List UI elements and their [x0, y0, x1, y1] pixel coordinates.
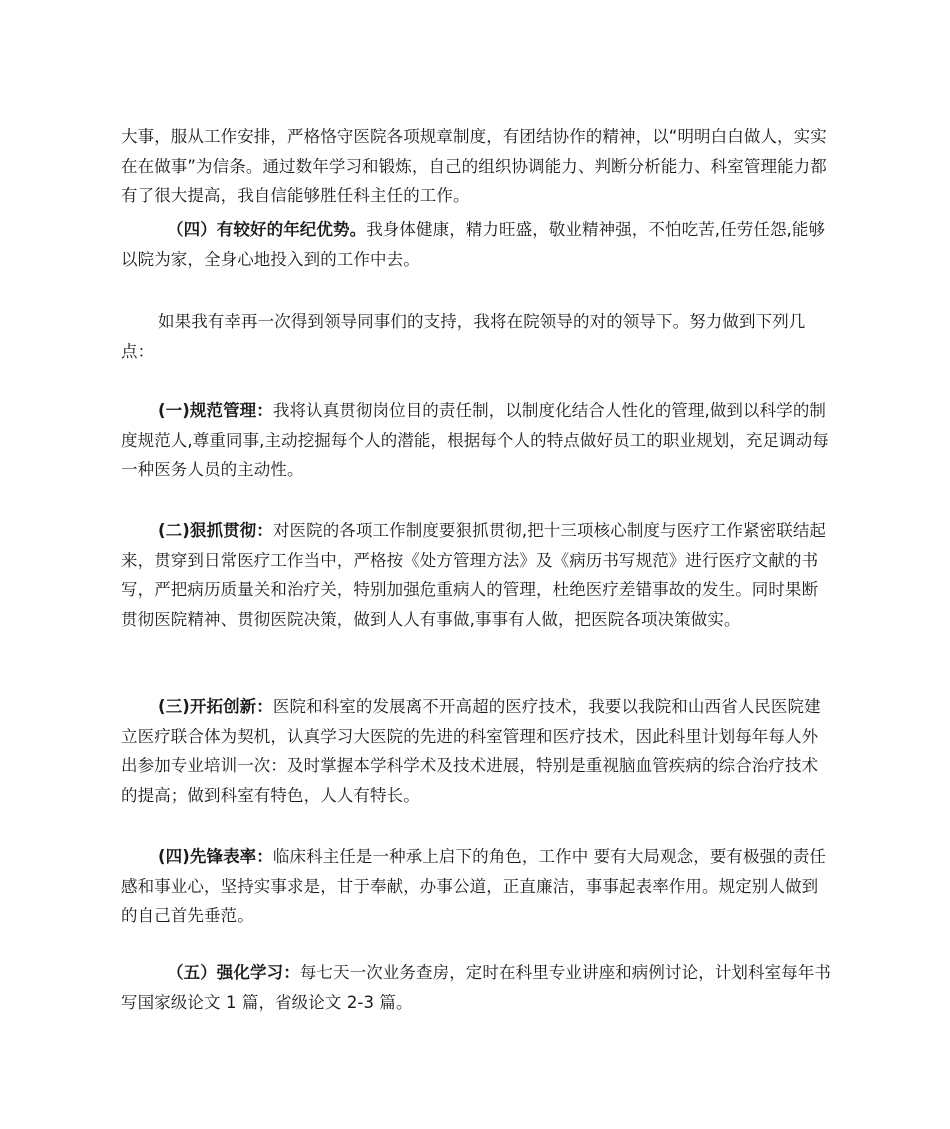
paragraph-heading: (四)先锋表率： — [158, 847, 273, 866]
paragraph-text: 我身体健康，精力旺盛，敬业精神强，不怕吃苦,任劳任怨,能够以院为家，全身心地投入到的工作中去。 — [121, 220, 826, 269]
paragraph-qualifications-continued — [121, 122, 833, 211]
paragraph-text: 我将认真贯彻岗位目的责任制，以制度化结合人性化的管理,做到以科学的制度规范人,尊重同事,主动挖掘每个人的潜能，根据每个人的特点做好员工的职业规划，充足调动每一种医务人员的主动性。 — [121, 401, 829, 479]
paragraph-heading: (三)开拓创新： — [158, 697, 273, 716]
paragraph-heading: (一)规范管理： — [158, 401, 273, 420]
paragraph-standardized-management — [121, 396, 833, 485]
paragraph-strengthen-learning — [121, 958, 833, 1017]
paragraph-leadership-example — [121, 842, 833, 931]
paragraph-text: 医院和科室的发展离不开高超的医疗技术，我要以我院和山西省人民医院建立医疗联合体为契机，认真学习大医院的先进的科室管理和医疗技术，因此科里计划每年每人外出参加专业培训一次：及时掌握本学科学术及技术进展，特别是重视脑血管疾病的综合治疗技术的提高；做到科室有特色，人人有特长。 — [121, 697, 821, 805]
paragraph-heading: （五）强化学习： — [167, 963, 300, 982]
paragraph-text: 每七天一次业务查房，定时在科里专业讲座和病例讨论，计划科室每年书写国家级论文 1 篇，省级论文 2-3 篇。 — [121, 963, 832, 1012]
paragraph-heading: （四）有较好的年纪优势。 — [167, 220, 367, 239]
paragraph-text: 大事，服从工作安排，严格恪守医院各项规章制度，有团结协作的精神，以“明明白白做人，实实在在做事”为信条。通过数年学习和锻炼，自己的组织协调能力、判断分析能力、科室管理能力都有了很大提高，我自信能够胜任科主任的工作。 — [121, 127, 827, 205]
paragraph-innovation — [121, 692, 833, 810]
paragraph-text: 临床科主任是一种承上启下的角色，工作中 要有大局观念，要有极强的责任感和事业心，坚持实事求是，甘于奉献，办事公道，正直廉洁，事事起表率作用。规定别人做到的自己首先垂范。 — [121, 847, 827, 925]
paragraph-text: 如果我有幸再一次得到领导同事们的支持，我将在院领导的对的领导下。努力做到下列几点： — [121, 312, 806, 361]
paragraph-heading: (二)狠抓贯彻： — [158, 521, 273, 540]
paragraph-age-advantage — [121, 215, 833, 274]
paragraph-commitment-intro — [121, 307, 833, 366]
paragraph-implementation — [121, 516, 833, 634]
paragraph-text: 对医院的各项工作制度要狠抓贯彻,把十三项核心制度与医疗工作紧密联结起来，贯穿到日常医疗工作当中，严格按《处方管理方法》及《病历书写规范》进行医疗文献的书写，严把病历质量关和治疗关，特别加强危重病人的管理，杜绝医疗差错事故的发生。同时果断贯彻医院精神、贯彻医院决策，做到人人有事做,事事有人做，把医院各项决策做实。 — [121, 521, 827, 629]
